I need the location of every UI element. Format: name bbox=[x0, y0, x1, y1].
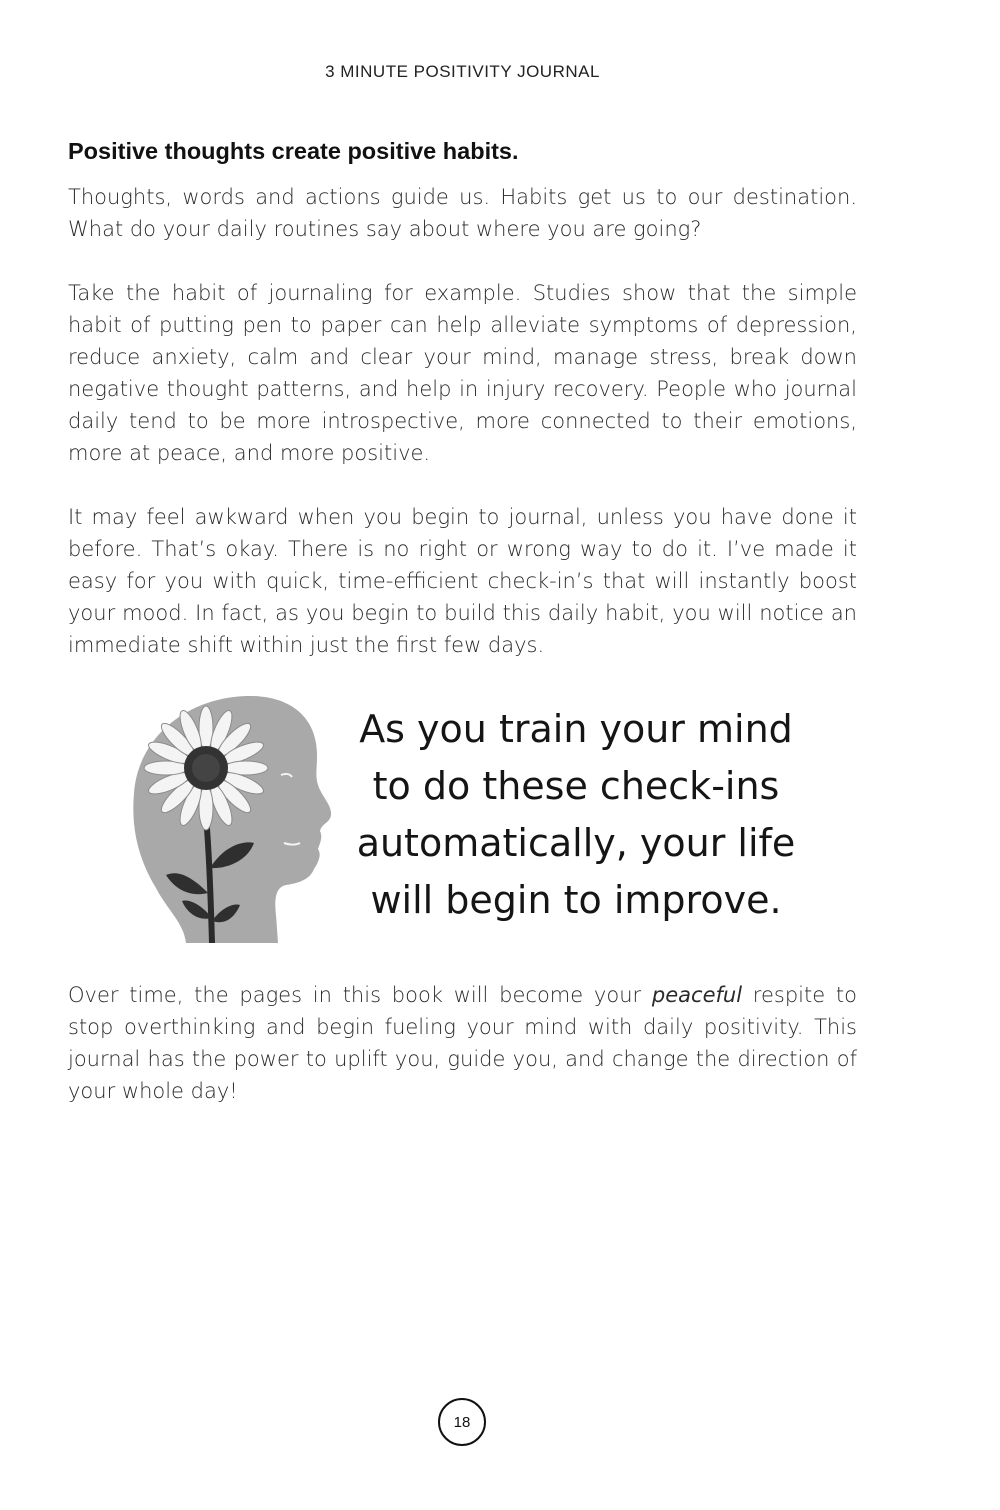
pull-quote bbox=[336, 701, 816, 929]
pull-quote-line: As you train your mind bbox=[359, 707, 793, 751]
pull-quote-line: automatically, your life bbox=[356, 821, 796, 865]
quote-block bbox=[68, 693, 857, 953]
sunflower-in-head-icon bbox=[126, 693, 332, 943]
running-header: 3 MINUTE POSITIVITY JOURNAL bbox=[325, 62, 600, 81]
paragraph-4-emphasis: peaceful bbox=[651, 983, 743, 1007]
pull-quote-line: will begin to improve. bbox=[370, 878, 782, 922]
paragraph-3: It may feel awkward when you begin to journal, unless you have done it before. That’s okay. There is no right or wrong way to do it. I’ve made it easy for you with quick, time-efficient check-in’s that will instantly boost your mood. In fact, as you begin to build this daily habit, you will notice an immediate shift within just the first few days. bbox=[68, 505, 857, 657]
paragraph-4-after: respite to stop overthinking and begin fueling your mind with daily positivity. This journal has the power to uplift you, guide you, and change the direction of your whole day! bbox=[68, 983, 857, 1103]
paragraph-2: Take the habit of journaling for example. Studies show that the simple habit of putting pen to paper can help alleviate symptoms of depression, reduce anxiety, calm and clear your mind, manage stress, break down negative thought patterns, and help in injury recovery. People who journal daily tend to be more introspective, more connected to their emotions, more at peace, and more positive. bbox=[68, 281, 857, 465]
pull-quote-line: to do these check-ins bbox=[372, 764, 780, 808]
paragraph-4 bbox=[68, 979, 857, 1107]
page-content bbox=[68, 138, 857, 1107]
page-number-badge bbox=[438, 1398, 486, 1446]
paragraph-4-before: Over time, the pages in this book will become your bbox=[68, 983, 652, 1007]
page-number: 18 bbox=[453, 1413, 471, 1431]
paragraph-1: Thoughts, words and actions guide us. Habits get us to our destination. What do your daily routines say about where you are going? bbox=[68, 185, 857, 241]
section-heading: Positive thoughts create positive habits. bbox=[68, 138, 519, 164]
